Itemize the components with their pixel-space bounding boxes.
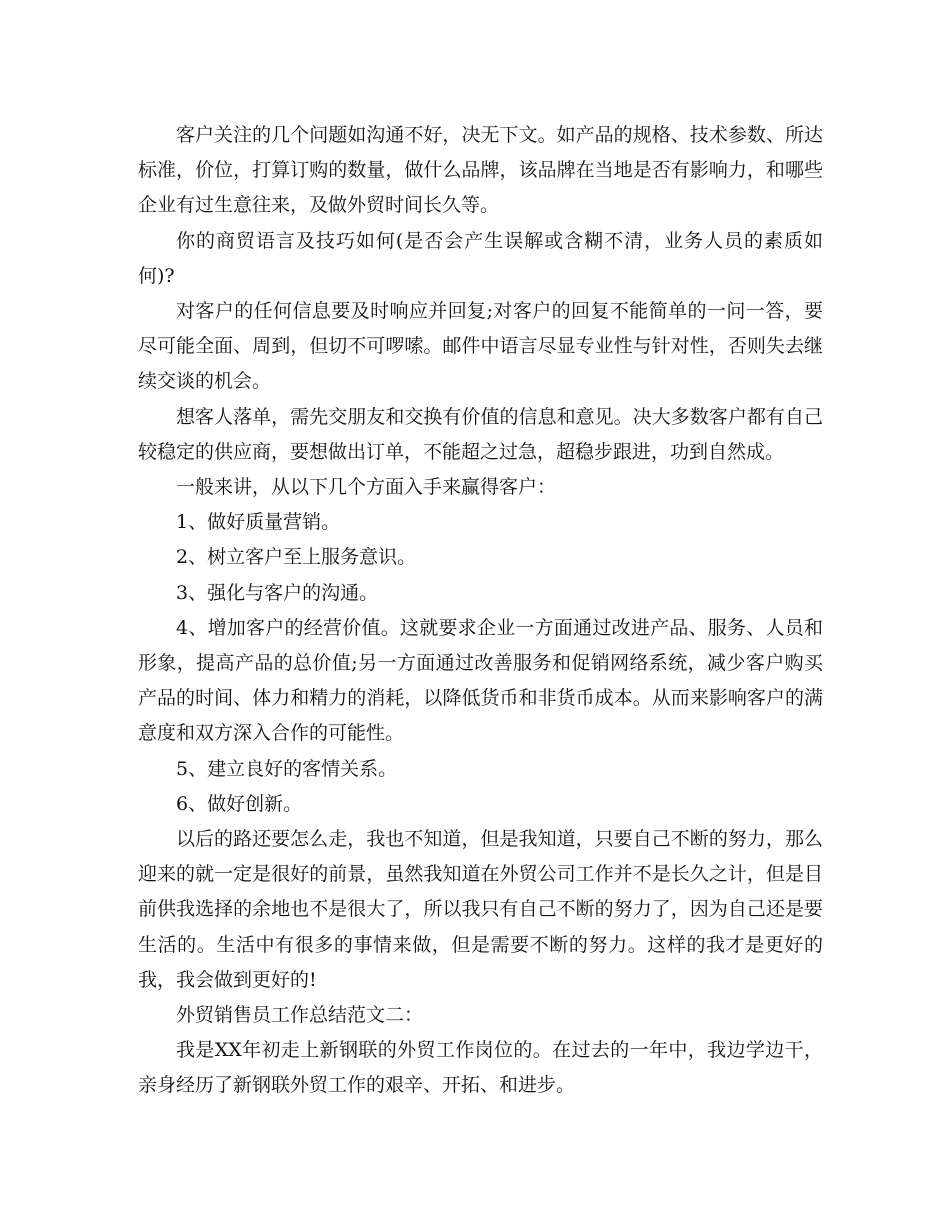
list-item-relationship: 5、建立良好的客情关系。 — [176, 757, 398, 780]
list-item-communication: 3、强化与客户的沟通。 — [176, 581, 379, 604]
paragraph-language-skills: 你的商贸语言及技巧如何(是否会产生误解或含糊不清，业务人员的素质如何)? — [138, 229, 823, 287]
paragraph-make-friends: 想客人落单，需先交朋友和交换有价值的信息和意见。决大多数客户都有自己较稳定的供应商，要想做出订单，不能超之过急，超稳步跟进，功到自然成。 — [138, 405, 823, 463]
list-item-customer-value: 4、增加客户的经营价值。这就要求企业一方面通过改进产品、服务、人员和形象，提高产品的总价值;另一方面通过改善服务和促销网络系统，减少客户购买产品的时间、体力和精力的消耗，以降低货币和非货币成本。从而来影响客户的满意度和双方深入合作的可能性。 — [138, 616, 823, 745]
list-item-innovation: 6、做好创新。 — [176, 792, 303, 815]
paragraph-timely-response: 对客户的任何信息要及时响应并回复;对客户的回复不能简单的一问一答，要尽可能全面、周到，但切不可啰嗦。邮件中语言尽显专业性与针对性，否则失去继续交谈的机会。 — [138, 300, 823, 393]
paragraph-future-path: 以后的路还要怎么走，我也不知道，但是我知道，只要自己不断的努力，那么迎来的就一定是很好的前景，虽然我知道在外贸公司工作并不是长久之计，但是目前供我选择的余地也不是很大了，所以我只有自己不断的努力了，因为自己还是要生活的。生活中有很多的事情来做，但是需要不断的努力。这样的我才是更好的我，我会做到更好的! — [138, 828, 823, 991]
paragraph-win-customers-intro: 一般来讲，从以下几个方面入手来赢得客户： — [176, 476, 557, 499]
section-heading-sample-two: 外贸销售员工作总结范文二： — [176, 1004, 424, 1027]
list-item-service-awareness: 2、树立客户至上服务意识。 — [176, 546, 417, 569]
paragraph-customer-concerns: 客户关注的几个问题如沟通不好，决无下文。如产品的规格、技术参数、所达标准，价位，打算订购的数量，做什么品牌，该品牌在当地是否有影响力，和哪些企业有过生意往来，及做外贸时间长久等。 — [138, 124, 823, 217]
list-item-quality-marketing: 1、做好质量营销。 — [176, 511, 341, 534]
document-body — [138, 118, 823, 1104]
paragraph-intro-year: 我是XX年初走上新钢联的外贸工作岗位的。在过去的一年中，我边学边干，亲身经历了新钢联外贸工作的艰辛、开拓、和进步。 — [138, 1039, 823, 1097]
